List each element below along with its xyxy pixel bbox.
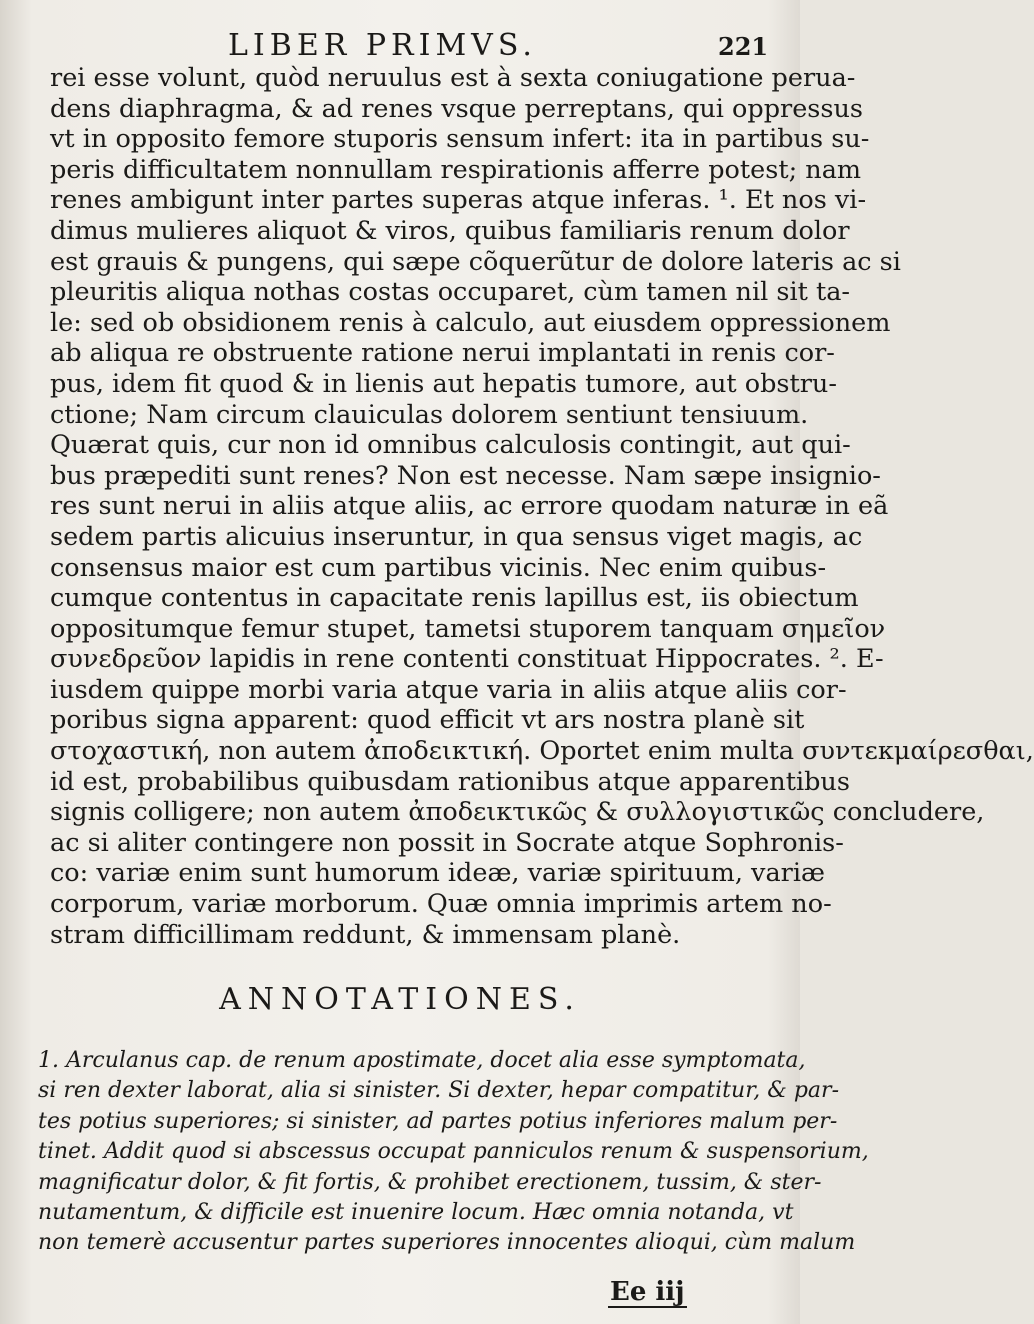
text-line: oppositumque femur stupet, tametsi stuporem tanquam σημεῖον [50,613,886,644]
text-line: corporum, variæ morborum. Quæ omnia imprimis artem no- [50,889,832,920]
text-line: Quærat quis, cur non id omnibus calculosis contingit, aut qui- [50,430,851,461]
text-line: signis colligere; non autem ἀποδεικτικῶς & συλλογιστικῶς concludere, [50,797,985,828]
annotations-block [38,1046,869,1259]
text-line: rei esse volunt, quòd neruulus est à sexta coniugatione perua- [50,63,856,93]
text-line: bus præpediti sunt renes? Non est necesse. Nam sæpe insignio- [50,460,881,491]
annotation-line: magnificatur dolor, & fit fortis, & prohibet erectionem, tussim, & ster- [38,1169,822,1195]
text-line: iusdem quippe morbi varia atque varia in aliis atque aliis cor- [50,674,847,705]
text-line: συνεδρεῦον lapidis in rene contenti constituat Hippocrates. ². E- [50,644,884,675]
text-line: le: sed ob obsidionem renis à calculo, aut eiusdem oppressionem [50,307,891,338]
annotation-line: si ren dexter laborat, alia si sinister. Si dexter, hepar compatitur, & par- [38,1078,840,1104]
text-line: cumque contentus in capacitate renis lapillus est, iis obiectum [50,583,859,614]
text-line: sedem partis alicuius inseruntur, in qua sensus viget magis, ac [50,521,863,552]
text-line: peris difficultatem nonnullam respirationis afferre potest; nam [50,154,862,185]
text-line: co: variæ enim sunt humorum ideæ, variæ spirituum, variæ [50,858,825,889]
text-line: pleuritis aliqua nothas costas occuparet, cùm tamen nil sit ta- [50,277,851,308]
text-line: στοχαστική, non autem ἀποδεικτική. Oportet enim multa συντεκμαίρεσθαι, [50,736,1034,767]
text-line: pus, idem fit quod & in lienis aut hepatis tumore, aut obstru- [50,368,837,399]
text-line: dens diaphragma, & ad renes vsque perreptans, qui oppressus [50,93,863,124]
main-text-block [50,63,1034,950]
annotation-line: tinet. Addit quod si abscessus occupat panniculos renum & suspensorium, [38,1139,869,1165]
annotation-line: tes potius superiores; si sinister, ad partes potius inferiores malum per- [38,1108,838,1134]
annotation-line: non temerè accusentur partes superiores innocentes alioqui, cùm malum [38,1230,856,1256]
text-line: ac si aliter contingere non possit in Socrate atque Sophronis- [50,827,844,858]
running-head [0,28,800,68]
annotation-line: 1. Arculanus cap. de renum apostimate, docet alia esse symptomata, [38,1048,806,1073]
text-line: consensus maior est cum partibus vicinis. Nec enim quibus- [50,552,827,583]
running-title: LIBER PRIMVS. [228,28,537,63]
text-line: est grauis & pungens, qui sæpe cõquerũtur de dolore lateris ac si [50,246,901,277]
text-line: poribus signa apparent: quod efficit vt ars nostra planè sit [50,705,805,736]
text-line: ab aliqua re obstruente ratione nerui implantati in renis cor- [50,338,835,369]
text-line: res sunt nerui in aliis atque aliis, ac errore quodam naturæ in eã [50,491,889,522]
signature-mark: Ee iij [610,1277,685,1307]
annotations-heading: ANNOTATIONES. [219,982,581,1017]
annotation-line: nutamentum, & difficile est inuenire locum. Hæc omnia notanda, vt [38,1199,794,1225]
text-line: id est, probabilibus quibusdam rationibus atque apparentibus [50,766,850,797]
text-line: dimus mulieres aliquot & viros, quibus familiaris renum dolor [50,215,850,246]
text-line: renes ambigunt inter partes superas atque inferas. ¹. Et nos vi- [50,185,867,216]
text-line: ctione; Nam circum clauiculas dolorem sentiunt tensiuum. [50,399,809,430]
text-line: stram difficillimam reddunt, & immensam planè. [50,919,681,950]
page-number: 221 [718,32,769,61]
text-line: vt in opposito femore stuporis sensum infert: ita in partibus su- [50,124,870,155]
